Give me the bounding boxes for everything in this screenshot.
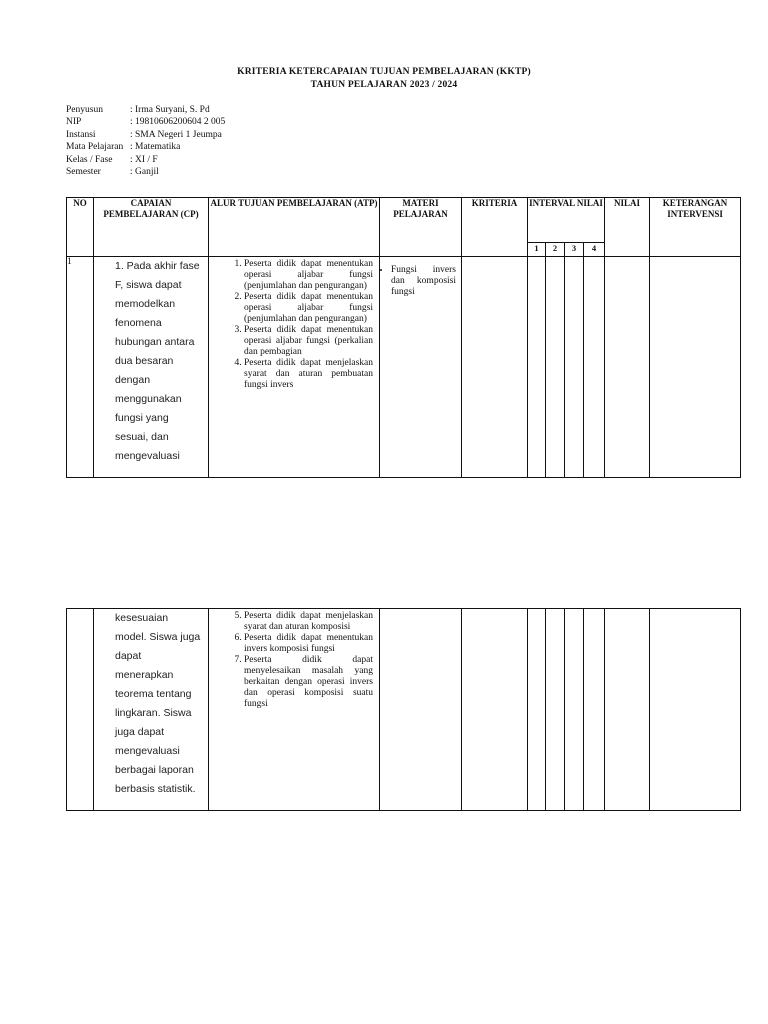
document-subtitle: TAHUN PELAJARAN 2023 / 2024: [310, 80, 458, 90]
header-cp: CAPAIAN PEMBELAJARAN (CP): [94, 198, 209, 257]
meta-label: Kelas / Fase: [66, 154, 113, 165]
row-no: 1: [67, 257, 94, 478]
meta-semester: [66, 166, 225, 178]
kktp-table: [66, 197, 741, 478]
header-interval-3: 3: [565, 243, 584, 257]
meta-label: Semester: [66, 166, 101, 177]
interval-4-cell-continued: [584, 609, 605, 811]
atp-cell-continued: [209, 609, 380, 811]
kriteria-cell-continued: [462, 609, 528, 811]
meta-value: : Ganjil: [130, 166, 159, 177]
interval-3-cell-continued: [565, 609, 584, 811]
nilai-cell-continued: [605, 609, 650, 811]
document-title: KRITERIA KETERCAPAIAN TUJUAN PEMBELAJARAN (KKTP): [237, 67, 531, 77]
meta-label: Instansi: [66, 129, 96, 140]
header-interval-4: 4: [584, 243, 605, 257]
meta-kelas-fase: [66, 154, 225, 166]
header-materi: MATERI PELAJARAN: [380, 198, 462, 257]
cp-cell: [94, 257, 209, 478]
meta-value: : Matematika: [130, 142, 181, 153]
interval-2-cell: [546, 257, 565, 478]
document-meta: [66, 104, 225, 178]
atp-item: 1. Peserta didik dapat menentukan operasi aljabar fungsi (penjumlahan dan pengurangan): [244, 259, 373, 292]
keterangan-cell: [650, 257, 741, 478]
row-no-continued: [67, 609, 94, 811]
interval-1-cell-continued: [528, 609, 546, 811]
header-interval-1: 1: [528, 243, 546, 257]
meta-instansi: [66, 129, 225, 141]
atp-item: 4. Peserta didik dapat menjelaskan syarat dan aturan pembuatan fungsi invers: [244, 358, 373, 391]
atp-item: 3. Peserta didik dapat menentukan operasi aljabar fungsi (perkalian dan pembagian: [244, 325, 373, 358]
nilai-cell: [605, 257, 650, 478]
header-nilai: NILAI: [605, 198, 650, 257]
header-no: NO: [67, 198, 94, 257]
header-atp: ALUR TUJUAN PEMBELAJARAN (ATP): [209, 198, 380, 257]
interval-4-cell: [584, 257, 605, 478]
kriteria-cell: [462, 257, 528, 478]
materi-cell-continued: [380, 609, 462, 811]
header-kriteria: KRITERIA: [462, 198, 528, 257]
meta-mata-pelajaran: [66, 141, 225, 153]
meta-value: : Irma Suryani, S. Pd: [130, 105, 210, 115]
header-keterangan: KETERANGAN INTERVENSI: [650, 198, 741, 257]
cp-text: 1. Pada akhir fase F, siswa dapat memodelkan fenomena hubungan antara dua besaran dengan menggunakan fungsi yang sesuai, dan mengevaluasi: [115, 260, 200, 462]
atp-item: 7. Peserta didik dapat menyelesaikan masalah yang berkaitan dengan operasi invers dan operasi komposisi suatu fungsi: [244, 655, 373, 710]
keterangan-cell-continued: [650, 609, 741, 811]
atp-item: 2. Peserta didik dapat menentukan operasi aljabar fungsi (penjumlahan dan pengurangan): [244, 292, 373, 325]
meta-nip: [66, 116, 225, 128]
meta-label: NIP: [66, 117, 82, 128]
materi-list: [380, 257, 461, 298]
atp-cell: [209, 257, 380, 478]
header-interval-nilai: INTERVAL NILAI: [528, 198, 605, 243]
meta-penyusun: [66, 104, 225, 116]
atp-list: [209, 257, 379, 391]
meta-value: : 19810606200604 2 005: [130, 117, 226, 128]
meta-value: : XI / F: [130, 154, 158, 165]
kktp-table-continued: [66, 608, 741, 811]
interval-3-cell: [565, 257, 584, 478]
atp-list-continued: [209, 609, 379, 710]
cp-text-continued: kesesuaian model. Siswa juga dapat menerapkan teorema tentang lingkaran. Siswa juga dapat mengevaluasi berbagai laporan berbasis statistik.: [115, 612, 201, 795]
atp-item: 5. Peserta didik dapat menjelaskan syarat dan aturan komposisi: [244, 611, 373, 633]
meta-value: : SMA Negeri 1 Jeumpa: [130, 129, 222, 140]
atp-item: 6. Peserta didik dapat menentukan invers komposisi fungsi: [244, 633, 373, 655]
materi-item: • Fungsi invers dan komposisi fungsi: [391, 265, 456, 298]
interval-2-cell-continued: [546, 609, 565, 811]
meta-label: Penyusun: [66, 105, 103, 115]
header-interval-2: 2: [546, 243, 565, 257]
cp-cell-continued: [94, 609, 209, 811]
interval-1-cell: [528, 257, 546, 478]
meta-label: Mata Pelajaran: [66, 142, 124, 153]
materi-cell: [380, 257, 462, 478]
